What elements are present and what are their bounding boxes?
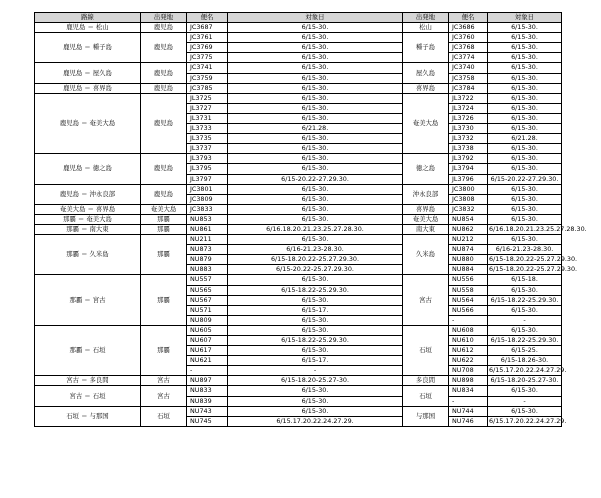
flight-return-cell: JC3800: [449, 184, 488, 194]
header-row: [35, 13, 562, 23]
flight-return-cell: JC3774: [449, 53, 488, 63]
dates-outbound-cell: 6/15-30.: [228, 214, 403, 224]
departure-return-cell: 奄美大島: [403, 93, 449, 154]
route-cell: 那覇 ＝ 南大東: [35, 224, 141, 234]
departure-outbound-cell: 鹿児島: [141, 33, 187, 63]
dates-return-cell: 6/15-30.: [488, 144, 562, 154]
flight-outbound-cell: NU897: [187, 376, 228, 386]
departure-outbound-cell: 那覇: [141, 224, 187, 234]
flight-outbound-cell: NU571: [187, 305, 228, 315]
dates-outbound-cell: 6/15-17.: [228, 356, 403, 366]
flight-outbound-cell: JC3801: [187, 184, 228, 194]
flight-outbound-cell: NU879: [187, 255, 228, 265]
departure-return-cell: 南大東: [403, 224, 449, 234]
route-cell: 鹿児島 ＝ 喜界島: [35, 83, 141, 93]
dates-outbound-cell: 6/15-30.: [228, 33, 403, 43]
departure-return-cell: 多良間: [403, 376, 449, 386]
flight-outbound-cell: JL3797: [187, 174, 228, 184]
dates-outbound-cell: 6/15-30.: [228, 63, 403, 73]
route-cell: 鹿児島 ＝ 奄美大島: [35, 93, 141, 154]
flight-return-cell: NU898: [449, 376, 488, 386]
route-cell: 石垣 ＝ 与那国: [35, 406, 141, 426]
dates-outbound-cell: 6/15-30.: [228, 315, 403, 325]
route-cell: 鹿児島 ＝ 屋久島: [35, 63, 141, 83]
departure-return-cell: 与那国: [403, 406, 449, 426]
table-row: [35, 154, 562, 164]
dates-return-cell: 6/15-30.: [488, 93, 562, 103]
flight-outbound-cell: JC3687: [187, 23, 228, 33]
departure-outbound-cell: 鹿児島: [141, 184, 187, 204]
dates-return-cell: -: [488, 315, 562, 325]
dates-outbound-cell: 6/15-30.: [228, 235, 403, 245]
table-row: [35, 204, 562, 214]
flight-outbound-cell: NU621: [187, 356, 228, 366]
dates-return-cell: 6/16-21.23-28.30.: [488, 245, 562, 255]
table-row: [35, 224, 562, 234]
dates-outbound-cell: 6/15-30.: [228, 396, 403, 406]
flight-outbound-cell: JC3761: [187, 33, 228, 43]
flight-outbound-cell: NU873: [187, 245, 228, 255]
table-row: [35, 325, 562, 335]
dates-return-cell: 6/15-30.: [488, 154, 562, 164]
flight-return-cell: JL3796: [449, 174, 488, 184]
departure-outbound-cell: 那覇: [141, 214, 187, 224]
flight-outbound-cell: JL3731: [187, 113, 228, 123]
dates-return-cell: 6/15-25.: [488, 346, 562, 356]
flight-return-cell: JL3724: [449, 103, 488, 113]
dates-return-cell: 6/15-30.: [488, 33, 562, 43]
table-row: [35, 63, 562, 73]
dates-outbound-cell: 6/15-30.: [228, 134, 403, 144]
flight-return-cell: JL3794: [449, 164, 488, 174]
flight-return-cell: NU612: [449, 346, 488, 356]
flight-return-cell: NU862: [449, 224, 488, 234]
header-departure-return: 出発地: [403, 13, 449, 23]
flight-outbound-cell: JC3785: [187, 83, 228, 93]
departure-outbound-cell: 鹿児島: [141, 154, 187, 184]
table-body: [35, 23, 587, 427]
header-route: 路線: [35, 13, 141, 23]
departure-outbound-cell: 宮古: [141, 376, 187, 386]
route-cell: 那覇 ＝ 奄美大島: [35, 214, 141, 224]
flight-outbound-cell: NU809: [187, 315, 228, 325]
flight-outbound-cell: NU617: [187, 346, 228, 356]
route-cell: 那覇 ＝ 宮古: [35, 275, 141, 325]
flight-return-cell: JL3738: [449, 144, 488, 154]
table-row: [35, 184, 562, 194]
dates-outbound-cell: 6/15-30.: [228, 194, 403, 204]
dates-outbound-cell: 6/15-18.20.22-25.27.29.30.: [228, 255, 403, 265]
departure-return-cell: 喜界島: [403, 83, 449, 93]
flight-return-cell: NU610: [449, 336, 488, 346]
flight-return-cell: JL3726: [449, 113, 488, 123]
table-row: [35, 33, 562, 43]
flight-return-cell: NU558: [449, 285, 488, 295]
dates-outbound-cell: 6/15-30.: [228, 83, 403, 93]
dates-return-cell: 6/15-30.: [488, 204, 562, 214]
route-cell: 奄美大島 ＝ 喜界島: [35, 204, 141, 214]
header-flight-return: 便名: [449, 13, 488, 23]
table-row: [35, 214, 562, 224]
dates-return-cell: -: [488, 396, 562, 406]
dates-return-cell: 6/15-30.: [488, 406, 562, 416]
table-row: [35, 376, 562, 386]
flight-outbound-cell: JL3725: [187, 93, 228, 103]
flight-return-cell: JC3758: [449, 73, 488, 83]
route-cell: 鹿児島 ＝ 松山: [35, 23, 141, 33]
dates-outbound-cell: 6/15-18.20-25.27-30.: [228, 376, 403, 386]
departure-outbound-cell: 鹿児島: [141, 93, 187, 154]
dates-outbound-cell: 6/15-30.: [228, 275, 403, 285]
dates-outbound-cell: 6/16.18.20.21.23.25.27.28.30.: [228, 224, 403, 234]
dates-outbound-cell: 6/15-30.: [228, 406, 403, 416]
flight-outbound-cell: NU861: [187, 224, 228, 234]
dates-outbound-cell: 6/15-20.22-27.29.30.: [228, 174, 403, 184]
departure-return-cell: 種子島: [403, 33, 449, 63]
departure-return-cell: 奄美大島: [403, 214, 449, 224]
flight-return-cell: JC3686: [449, 23, 488, 33]
flight-outbound-cell: JC3833: [187, 204, 228, 214]
route-cell: 宮古 ＝ 多良間: [35, 376, 141, 386]
header-flight-outbound: 便名: [187, 13, 228, 23]
dates-return-cell: 6/15-30.: [488, 325, 562, 335]
flight-return-cell: JL3792: [449, 154, 488, 164]
dates-return-cell: 6/15-30.: [488, 43, 562, 53]
flight-return-cell: NU880: [449, 255, 488, 265]
dates-return-cell: 6/15-30.: [488, 23, 562, 33]
dates-return-cell: 6/15-18.22-25.29.30.: [488, 336, 562, 346]
flight-return-cell: NU854: [449, 214, 488, 224]
flight-return-cell: -: [449, 315, 488, 325]
dates-outbound-cell: 6/15-30.: [228, 346, 403, 356]
flight-return-cell: NU622: [449, 356, 488, 366]
departure-return-cell: 徳之島: [403, 154, 449, 184]
dates-return-cell: 6/15-30.: [488, 83, 562, 93]
flight-return-cell: JC3740: [449, 63, 488, 73]
flight-outbound-cell: NU853: [187, 214, 228, 224]
flight-outbound-cell: JC3775: [187, 53, 228, 63]
departure-outbound-cell: 奄美大島: [141, 204, 187, 214]
flight-outbound-cell: NU883: [187, 265, 228, 275]
dates-return-cell: 6/15-20.22-27.29.30.: [488, 174, 562, 184]
dates-outbound-cell: 6/15-30.: [228, 53, 403, 63]
dates-outbound-cell: 6/15-30.: [228, 204, 403, 214]
dates-outbound-cell: 6/15-30.: [228, 154, 403, 164]
flight-return-cell: JC3760: [449, 33, 488, 43]
dates-outbound-cell: 6/15-30.: [228, 23, 403, 33]
dates-return-cell: 6/15-18.26-30.: [488, 356, 562, 366]
flight-return-cell: JL3730: [449, 124, 488, 134]
flight-outbound-cell: NU743: [187, 406, 228, 416]
dates-outbound-cell: 6/15-30.: [228, 386, 403, 396]
departure-outbound-cell: 那覇: [141, 275, 187, 325]
departure-return-cell: 石垣: [403, 386, 449, 406]
dates-outbound-cell: -: [228, 366, 403, 376]
dates-outbound-cell: 6/15-17.: [228, 305, 403, 315]
flight-return-cell: NU874: [449, 245, 488, 255]
flight-return-cell: JC3784: [449, 83, 488, 93]
flight-outbound-cell: JL3727: [187, 103, 228, 113]
departure-outbound-cell: 鹿児島: [141, 63, 187, 83]
flight-return-cell: JL3732: [449, 134, 488, 144]
flight-return-cell: NU884: [449, 265, 488, 275]
dates-outbound-cell: 6/15-30.: [228, 325, 403, 335]
dates-outbound-cell: 6/15-30.: [228, 113, 403, 123]
table-row: [35, 235, 562, 245]
departure-outbound-cell: 宮古: [141, 386, 187, 406]
departure-return-cell: 沖永良部: [403, 184, 449, 204]
route-cell: 那覇 ＝ 石垣: [35, 325, 141, 375]
flight-return-cell: NU608: [449, 325, 488, 335]
flight-return-cell: NU746: [449, 416, 488, 426]
flight-return-cell: NU834: [449, 386, 488, 396]
dates-return-cell: 6/15-30.: [488, 214, 562, 224]
dates-outbound-cell: 6/15-30.: [228, 184, 403, 194]
table-row: [35, 93, 562, 103]
dates-outbound-cell: 6/21.28.: [228, 124, 403, 134]
flight-return-cell: NU556: [449, 275, 488, 285]
route-cell: 鹿児島 ＝ 種子島: [35, 33, 141, 63]
flight-return-cell: NU212: [449, 235, 488, 245]
flight-outbound-cell: JL3793: [187, 154, 228, 164]
flight-return-cell: JC3832: [449, 204, 488, 214]
dates-return-cell: 6/15-30.: [488, 63, 562, 73]
dates-outbound-cell: 6/15-30.: [228, 103, 403, 113]
dates-return-cell: 6/15-18.20.22-25.27.29.30.: [489, 265, 578, 274]
dates-return-cell: 6/15-30.: [488, 53, 562, 63]
dates-outbound-cell: 6/15-18.22-25.29.30.: [228, 285, 403, 295]
dates-outbound-cell: 6/15-30.: [228, 164, 403, 174]
header-dates-return: 対象日: [488, 13, 562, 23]
flight-outbound-cell: NU565: [187, 285, 228, 295]
flight-outbound-cell: NU605: [187, 325, 228, 335]
dates-outbound-cell: 6/15-30.: [228, 93, 403, 103]
flight-outbound-cell: JC3769: [187, 43, 228, 53]
flight-outbound-cell: NU607: [187, 336, 228, 346]
dates-outbound-cell: 6/15-20.22-25.27.29.30.: [228, 265, 403, 275]
flight-outbound-cell: JL3735: [187, 134, 228, 144]
dates-outbound-cell: 6/15-30.: [228, 144, 403, 154]
flight-outbound-cell: JC3759: [187, 73, 228, 83]
flight-outbound-cell: JL3795: [187, 164, 228, 174]
dates-return-cell: 6/21.28.: [488, 134, 562, 144]
departure-outbound-cell: 鹿児島: [141, 23, 187, 33]
flight-outbound-cell: JC3741: [187, 63, 228, 73]
dates-return-cell: 6/15-30.: [488, 164, 562, 174]
table-row: [35, 275, 562, 285]
flight-return-cell: NU564: [449, 295, 488, 305]
flight-outbound-cell: -: [187, 366, 228, 376]
dates-outbound-cell: 6/15-30.: [228, 43, 403, 53]
dates-return-cell: 6/15-30.: [488, 73, 562, 83]
flight-return-cell: NU708: [449, 366, 488, 376]
header-departure-outbound: 出発地: [141, 13, 187, 23]
flight-outbound-cell: JL3733: [187, 124, 228, 134]
flight-return-cell: JL3722: [449, 93, 488, 103]
dates-return-cell: 6/15-18.: [488, 275, 562, 285]
dates-return-cell: 6/15-30.: [488, 305, 562, 315]
table-row: [35, 83, 562, 93]
dates-return-cell: 6/16.18.20.21.23.25.27.28.30.: [489, 224, 587, 233]
dates-return-cell: 6/15-30.: [488, 386, 562, 396]
flight-return-cell: NU566: [449, 305, 488, 315]
departure-outbound-cell: 石垣: [141, 406, 187, 426]
dates-outbound-cell: 6/15.17.20.22.24.27.29.: [228, 416, 403, 426]
dates-return-cell: 6/15-30.: [488, 113, 562, 123]
flight-outbound-cell: NU833: [187, 386, 228, 396]
dates-return-cell: 6/15-30.: [488, 184, 562, 194]
departure-return-cell: 石垣: [403, 325, 449, 375]
dates-return-cell: 6/15-30.: [488, 235, 562, 245]
flight-outbound-cell: NU557: [187, 275, 228, 285]
departure-return-cell: 久米島: [403, 235, 449, 275]
flight-outbound-cell: NU745: [187, 416, 228, 426]
departure-outbound-cell: 那覇: [141, 235, 187, 275]
dates-outbound-cell: 6/16-21.23-28.30.: [228, 245, 403, 255]
table-row: [35, 386, 562, 396]
dates-return-cell: 6/15-30.: [488, 285, 562, 295]
flight-return-cell: NU744: [449, 406, 488, 416]
flight-return-cell: -: [449, 396, 488, 406]
departure-return-cell: 松山: [403, 23, 449, 33]
header-dates-outbound: 対象日: [228, 13, 403, 23]
route-cell: 那覇 ＝ 久米島: [35, 235, 141, 275]
dates-return-cell: 6/15-30.: [488, 194, 562, 204]
departure-outbound-cell: 那覇: [141, 325, 187, 375]
flight-outbound-cell: NU211: [187, 235, 228, 245]
dates-return-cell: 6/15-18.20-25.27-30.: [488, 376, 562, 386]
route-cell: 鹿児島 ＝ 沖永良部: [35, 184, 141, 204]
dates-return-cell: 6/15.17.20.22.24.27.29.: [489, 416, 567, 425]
flight-outbound-cell: JL3737: [187, 144, 228, 154]
departure-return-cell: 喜界島: [403, 204, 449, 214]
route-cell: 宮古 ＝ 石垣: [35, 386, 141, 406]
dates-return-cell: 6/15.17.20.22.24.27.29.: [489, 366, 567, 375]
flight-outbound-cell: NU567: [187, 295, 228, 305]
dates-return-cell: 6/15-18.22-25.29.30.: [488, 295, 562, 305]
dates-return-cell: 6/15-30.: [488, 103, 562, 113]
dates-outbound-cell: 6/15-30.: [228, 295, 403, 305]
dates-outbound-cell: 6/15-30.: [228, 73, 403, 83]
table-row: [35, 406, 562, 416]
flight-outbound-cell: JC3809: [187, 194, 228, 204]
dates-return-cell: 6/15-30.: [488, 124, 562, 134]
dates-outbound-cell: 6/15-18.22-25.29.30.: [228, 336, 403, 346]
dates-return-cell: 6/15-18.20.22-25.27.29.30.: [489, 255, 578, 264]
departure-return-cell: 宮古: [403, 275, 449, 325]
flight-return-cell: JC3808: [449, 194, 488, 204]
flight-return-cell: JC3768: [449, 43, 488, 53]
departure-return-cell: 屋久島: [403, 63, 449, 83]
departure-outbound-cell: 鹿児島: [141, 83, 187, 93]
flight-schedule-table: [34, 12, 587, 427]
table-row: [35, 23, 562, 33]
flight-outbound-cell: NU839: [187, 396, 228, 406]
route-cell: 鹿児島 ＝ 徳之島: [35, 154, 141, 184]
